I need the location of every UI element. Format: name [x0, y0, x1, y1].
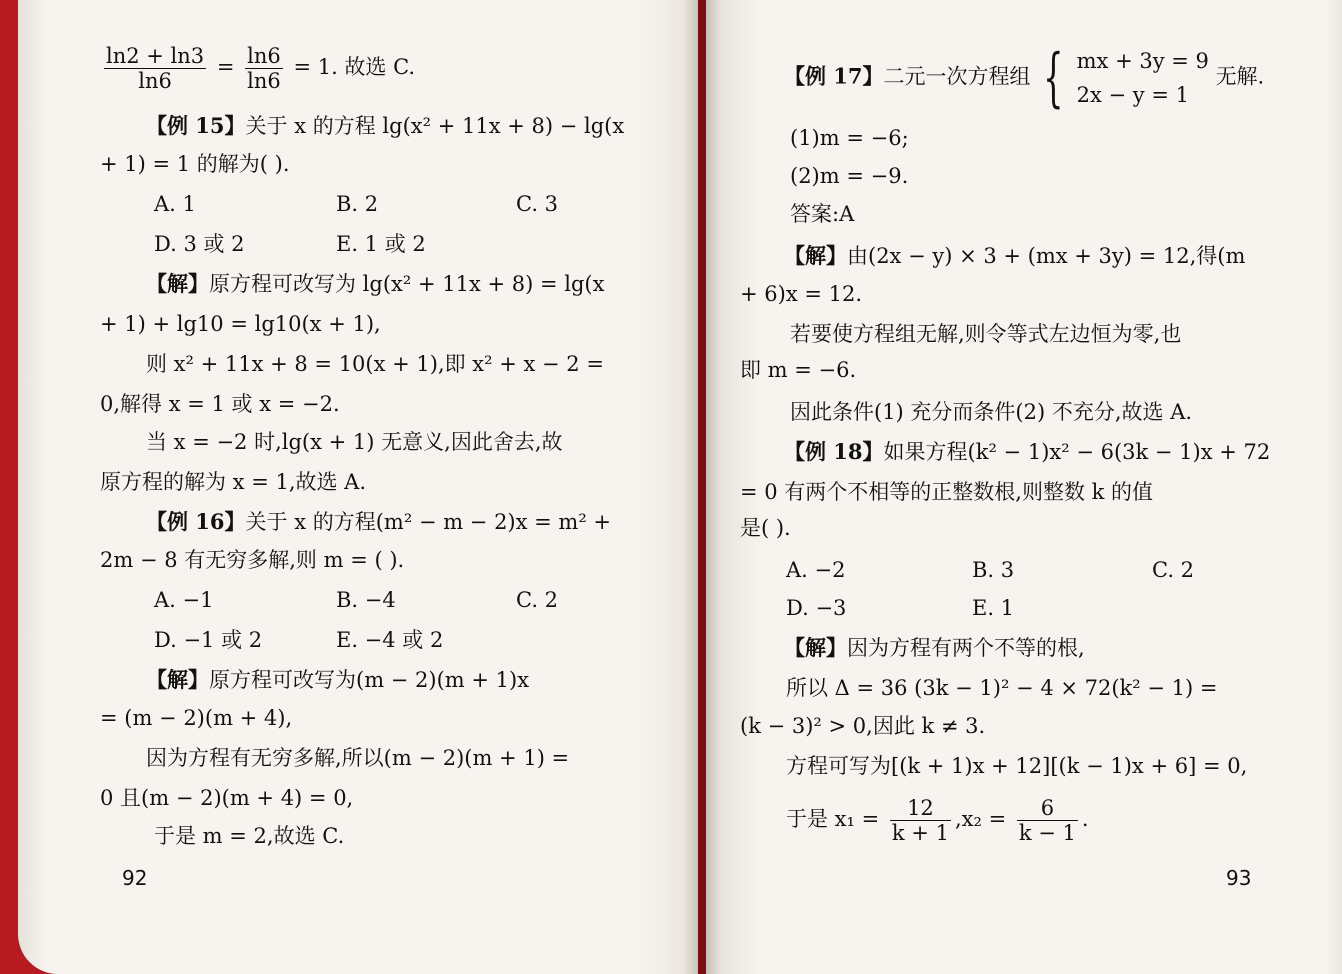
solution-15-line6: 原方程的解为 x = 1,故选 A. [100, 470, 367, 494]
example-15-option-c: C. 3 [516, 192, 559, 216]
solution-15-line4: 0,解得 x = 1 或 x = −2. [100, 392, 340, 416]
solution-18-line3: (k − 3)² > 0,因此 k ≠ 3. [740, 714, 986, 738]
example-15-option-a: A. 1 [154, 192, 196, 216]
line1-tail: = 1. 故选 C. [293, 55, 416, 79]
example-18-text: 如果方程(k² − 1)x² − 6(3k − 1)x + 72 [883, 440, 1271, 464]
solution-18-label: 【解】 [784, 635, 847, 660]
solution-18-line5-mid: ,x₂ = [954, 807, 1007, 831]
fraction-b [245, 44, 283, 93]
solution-16-text: 原方程可改写为(m − 2)(m + 1)x [209, 668, 530, 692]
solution-17-line2: + 6)x = 12. [740, 282, 863, 306]
solution-18-line2: 所以 Δ = 36 (3k − 1)² − 4 × 72(k² − 1) = [786, 676, 1218, 700]
example-16-question-line1 [146, 508, 611, 536]
page-number-right: 93 [1226, 866, 1252, 890]
example-18-option-b: B. 3 [972, 558, 1015, 582]
solution-18-line5-head: 于是 x₁ = [786, 807, 880, 831]
page-number-left: 92 [122, 866, 148, 890]
fraction-b-numerator: ln6 [247, 44, 281, 68]
fraction-x2-numerator: 6 [1017, 796, 1078, 821]
fraction-b-denominator: ln6 [247, 69, 281, 93]
solution-17-line1 [784, 242, 1245, 270]
equation-system [1077, 44, 1209, 112]
equals-sign: = [216, 55, 235, 79]
example-18-question-line1 [784, 438, 1270, 466]
solution-15-label: 【解】 [146, 271, 209, 296]
fraction-x1-denominator: k + 1 [891, 821, 949, 845]
example-16-option-b: B. −4 [336, 588, 396, 612]
solution-17-label: 【解】 [784, 243, 847, 268]
solution-15-line1 [146, 270, 604, 298]
fraction-a-numerator: ln2 + ln3 [106, 44, 205, 68]
solution-16-line1 [146, 666, 529, 694]
example-18-option-d: D. −3 [786, 596, 847, 620]
example-16-text: 关于 x 的方程(m² − m − 2)x = m² + [245, 510, 612, 534]
example-17-condition-1: (1)m = −6; [790, 126, 909, 150]
example-18-option-e: E. 1 [972, 596, 1015, 620]
example-16-label: 【例 16】 [146, 509, 246, 534]
example-16-option-d: D. −1 或 2 [154, 628, 263, 652]
solution-18-line5-tail: . [1081, 807, 1089, 831]
solution-18-text: 因为方程有两个不等的根, [847, 636, 1085, 660]
example-18-question-line2: = 0 有两个不相等的正整数根,则整数 k 的值 [740, 480, 1154, 504]
example-17-text: 二元一次方程组 [883, 64, 1031, 89]
example-17-answer: 答案:A [790, 202, 855, 226]
example-18-option-c: C. 2 [1152, 558, 1195, 582]
fraction-a [104, 44, 206, 93]
example-16-question-line2: 2m − 8 有无穷多解,则 m = ( ). [100, 548, 405, 572]
right-page [706, 0, 1342, 974]
example-16-option-a: A. −1 [154, 588, 214, 612]
solution-17-line4: 即 m = −6. [740, 358, 857, 382]
fraction-x1-numerator: 12 [890, 796, 951, 821]
left-page [18, 0, 698, 974]
solution-16-line4: 0 且(m − 2)(m + 4) = 0, [100, 786, 354, 810]
equation-1: mx + 3y = 9 [1076, 49, 1209, 73]
example-15-option-e: E. 1 或 2 [336, 232, 426, 256]
example-17-question-line1 [784, 41, 1265, 115]
fraction-x2-denominator: k − 1 [1018, 821, 1076, 845]
solution-16-line3: 因为方程有无穷多解,所以(m − 2)(m + 1) = [146, 746, 570, 770]
solution-17-text: 由(2x − y) × 3 + (mx + 3y) = 12,得(m [847, 244, 1246, 268]
solution-18-line1 [784, 634, 1085, 662]
example-18-option-a: A. −2 [786, 558, 846, 582]
solution-15-line2: + 1) + lg10 = lg10(x + 1), [100, 312, 381, 336]
fraction-x1 [890, 796, 951, 845]
example-17-condition-2: (2)m = −9. [790, 164, 909, 188]
solution-15-line5: 当 x = −2 时,lg(x + 1) 无意义,因此舍去,故 [146, 430, 563, 454]
example-17-label: 【例 17】 [784, 63, 884, 89]
example-15-option-b: B. 2 [336, 192, 379, 216]
solution-16-line2: = (m − 2)(m + 4), [100, 706, 293, 730]
solution-16-line5: 于是 m = 2,故选 C. [154, 824, 345, 848]
fraction-a-denominator: ln6 [138, 69, 172, 93]
example-17-tail: 无解. [1215, 64, 1265, 89]
example-18-question-line3: 是( ). [740, 516, 791, 540]
example-15-question-line2: + 1) = 1 的解为( ). [100, 152, 290, 176]
solution-17-line5: 因此条件(1) 充分而条件(2) 不充分,故选 A. [790, 400, 1193, 424]
equation-2: 2x − y = 1 [1076, 83, 1189, 107]
example-16-option-c: C. 2 [516, 588, 559, 612]
solution-15-line3: 则 x² + 11x + 8 = 10(x + 1),即 x² + x − 2 = [146, 352, 604, 376]
example-15-label: 【例 15】 [146, 113, 246, 138]
fraction-line [100, 44, 415, 93]
example-18-label: 【例 18】 [784, 439, 884, 464]
example-16-option-e: E. −4 或 2 [336, 628, 444, 652]
solution-15-text: 原方程可改写为 lg(x² + 11x + 8) = lg(x [209, 272, 605, 296]
solution-17-line3: 若要使方程组无解,则令等式左边恒为零,也 [790, 322, 1182, 346]
example-15-option-d: D. 3 或 2 [154, 232, 245, 256]
solution-16-label: 【解】 [146, 667, 209, 692]
example-15-text: 关于 x 的方程 lg(x² + 11x + 8) − lg(x [245, 114, 625, 138]
example-15-question-line1 [146, 112, 624, 140]
system-brace: { [1043, 41, 1064, 115]
solution-18-line4: 方程可写为[(k + 1)x + 12][(k − 1)x + 6] = 0, [786, 754, 1248, 778]
solution-18-line5 [786, 796, 1089, 845]
fraction-x2 [1017, 796, 1078, 845]
